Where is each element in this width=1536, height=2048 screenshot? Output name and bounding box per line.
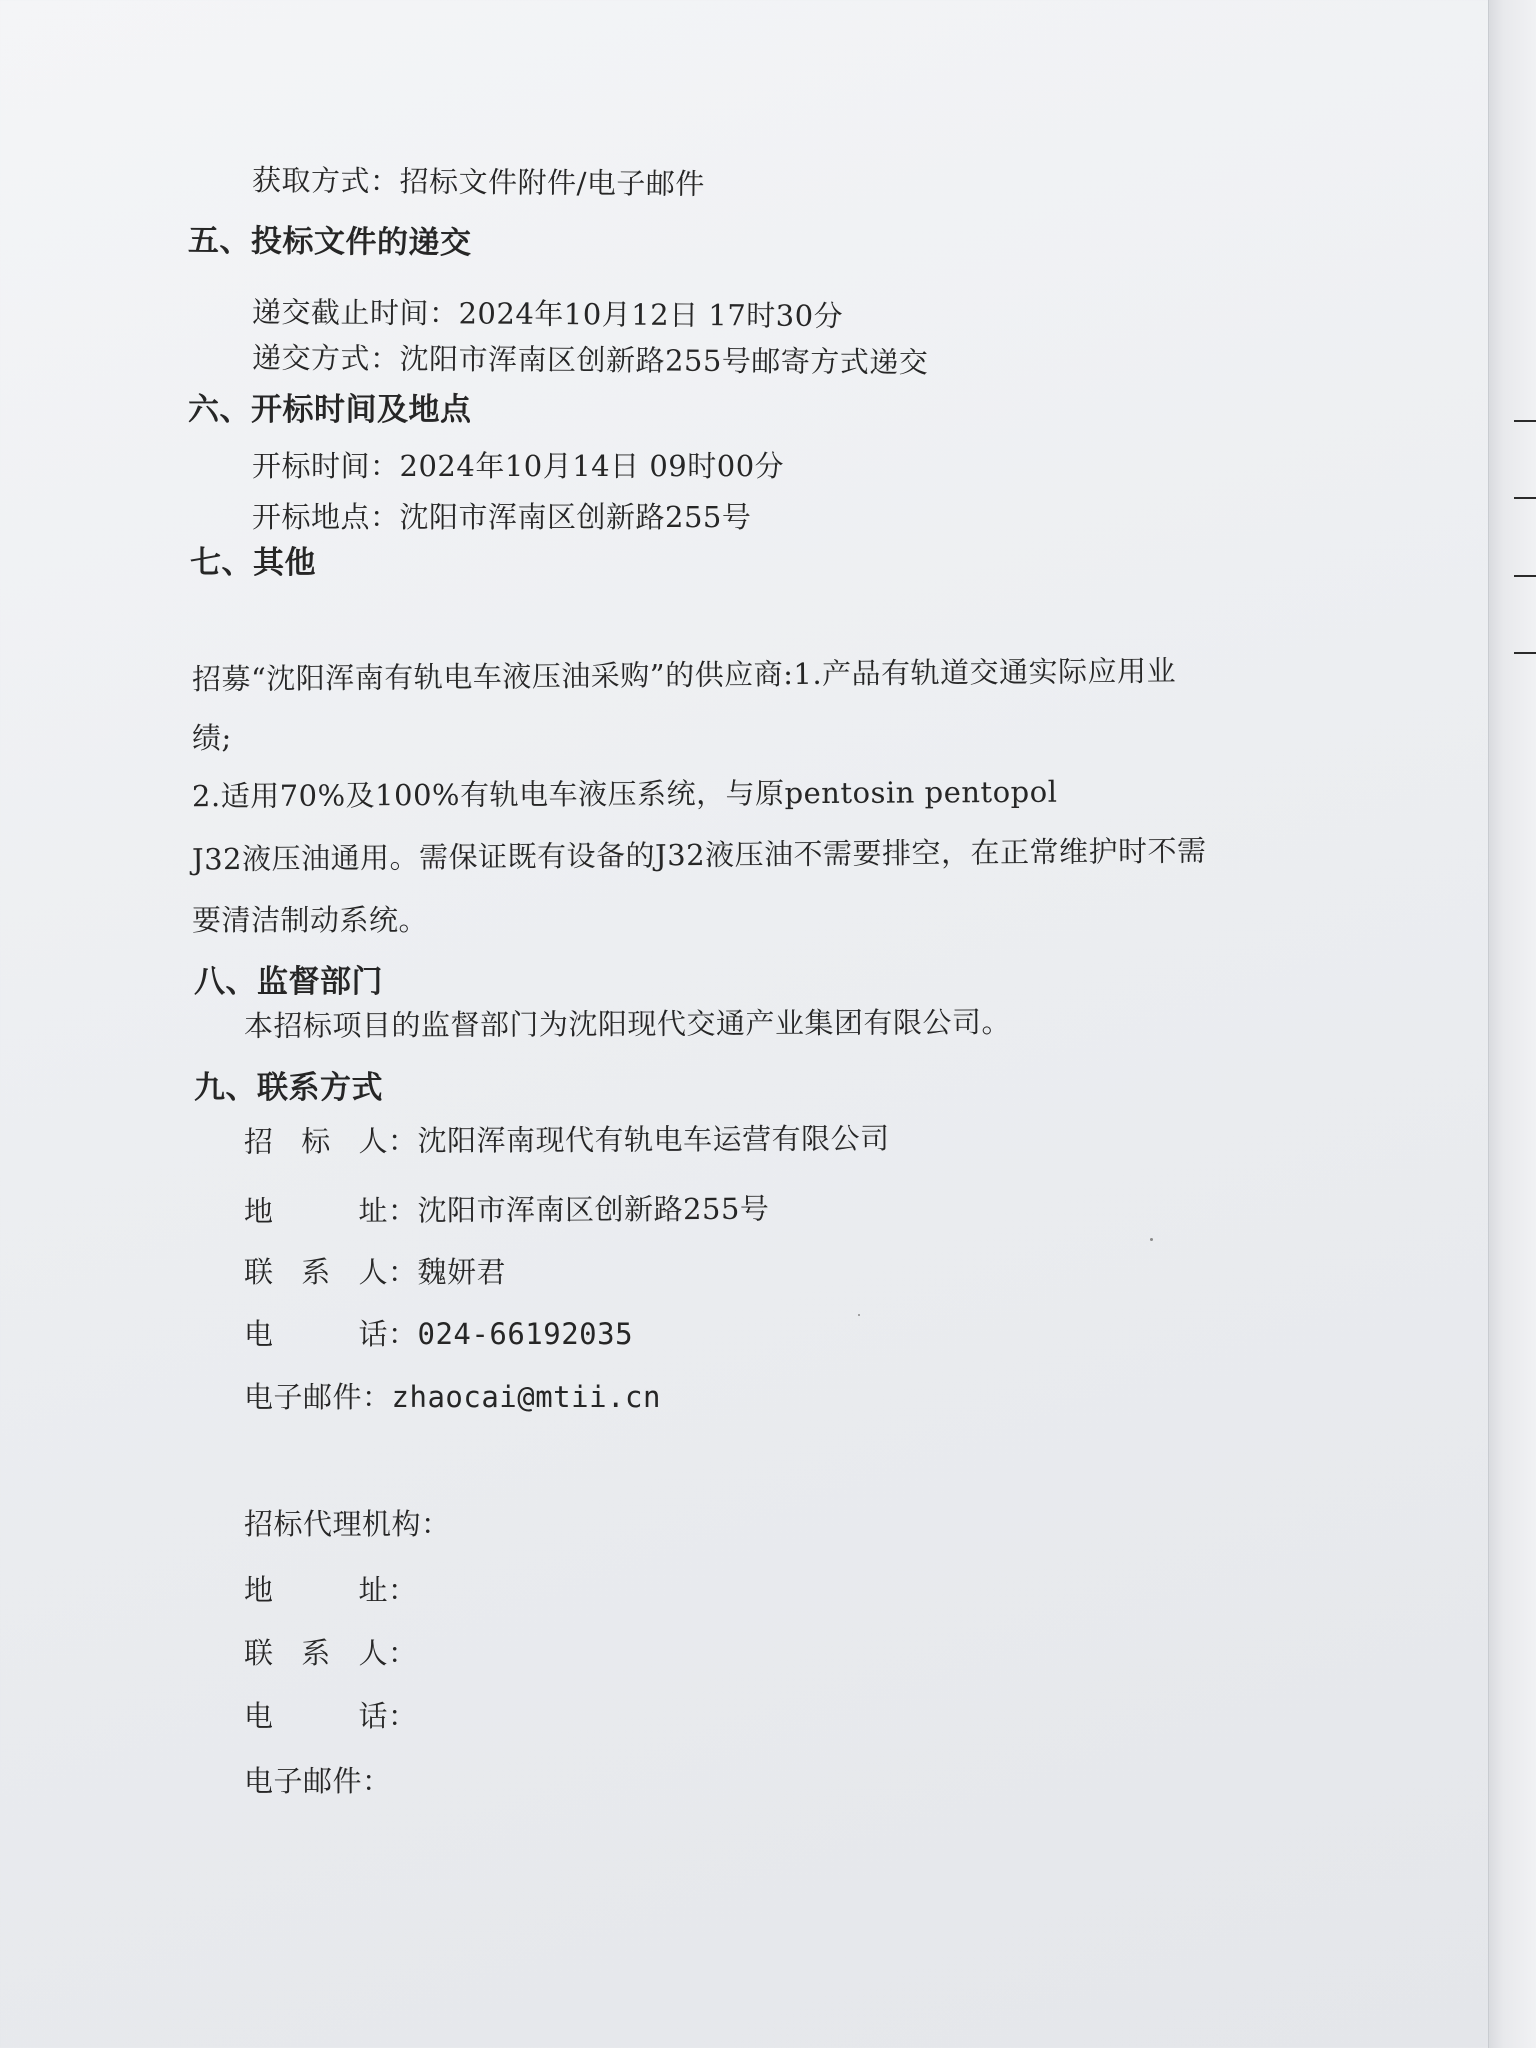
section-5-heading: 五、投标文件的递交: [187, 222, 472, 262]
opening-time-label: 开标时间: [252, 449, 371, 483]
paper-speck: [1150, 1238, 1153, 1241]
phone-label: 电 话: [244, 1317, 388, 1351]
address-label: 地 址: [243, 1193, 389, 1229]
opening-time-value: 2024年10月14日 09时00分: [399, 449, 785, 483]
agency-address-label: 地 址: [244, 1573, 388, 1607]
obtain-method-label: 获取方式: [251, 163, 371, 199]
opening-place-line: 开标地点：沈阳市浑南区创新路255号: [252, 497, 751, 537]
supervision-body: 本招标项目的监督部门为沈阳现代交通产业集团有限公司。: [243, 1004, 1012, 1044]
submission-method-label: 递交方式: [251, 340, 371, 376]
submission-deadline-label: 递交截止时间: [251, 294, 430, 331]
email-value[interactable]: zhaocai@mtii.cn: [391, 1380, 661, 1414]
section-8-heading: 八、监督部门: [194, 964, 383, 1000]
submission-deadline-value: 2024年10月12日 17时30分: [458, 296, 844, 334]
submission-method-line: 递交方式：沈阳市浑南区创新路255号邮寄方式递交: [252, 338, 929, 383]
opening-time-line: 开标时间：2024年10月14日 09时00分: [252, 446, 784, 486]
edge-mark: [1514, 420, 1536, 422]
submission-deadline-line: 递交截止时间：2024年10月12日 17时30分: [252, 292, 843, 336]
other-body-line-5: 要清洁制动系统。: [192, 903, 429, 937]
opening-place-label: 开标地点: [252, 500, 371, 534]
address-value: 沈阳市浑南区创新路255号: [417, 1191, 770, 1228]
contact-tenderer-line: 招 标 人：沈阳浑南现代有轨电车运营有限公司: [244, 1118, 890, 1161]
tenderer-label: 招 标 人: [243, 1123, 389, 1159]
other-body-line-4: J32液压油通用。需保证既有设备的J32液压油不需要排空，在正常维护时不需: [191, 833, 1207, 877]
opening-place-value: 沈阳市浑南区创新路255号: [399, 500, 752, 534]
edge-mark: [1514, 575, 1536, 577]
agency-phone-line: 电 话：: [244, 1696, 418, 1736]
contact-email-line: 电子邮件：zhaocai@mtii.cn: [244, 1377, 661, 1417]
agency-contact-label: 联 系 人: [244, 1636, 389, 1670]
edge-mark: [1514, 652, 1536, 654]
submission-method-value: 沈阳市浑南区创新路255号邮寄方式递交: [399, 341, 929, 380]
phone-value: 024-66192035: [417, 1317, 634, 1351]
agency-email-label: 电子邮件: [244, 1764, 363, 1798]
paper-speck: [858, 1314, 860, 1316]
other-body-line-3: 2.适用70%及100%有轨电车液压系统，与原pentosin pentopol: [191, 774, 1058, 814]
contact-phone-line: 电 话：024-66192035: [244, 1314, 633, 1354]
section-9-heading: 九、联系方式: [194, 1070, 383, 1106]
agency-title-line: 招标代理机构：: [244, 1507, 451, 1541]
other-body-line-1: 招募“沈阳浑南有轨电车液压油采购”的供应商:1.产品有轨道交通实际应用业: [191, 653, 1177, 697]
email-label: 电子邮件: [244, 1380, 363, 1414]
agency-address-line: 地 址：: [244, 1570, 418, 1610]
edge-mark: [1514, 497, 1536, 499]
agency-contact-line: 联 系 人：: [244, 1633, 418, 1673]
agency-email-line: 电子邮件：: [244, 1761, 392, 1801]
contact-person-line: 联 系 人：魏妍君: [244, 1252, 506, 1292]
other-body-line-2: 绩;: [192, 721, 232, 755]
section-6-heading: 六、开标时间及地点: [188, 392, 472, 428]
contact-person-label: 联 系 人: [244, 1255, 389, 1289]
agency-phone-label: 电 话: [244, 1699, 388, 1733]
section-7-heading: 七、其他: [190, 545, 316, 581]
contact-person-value: 魏妍君: [417, 1255, 507, 1289]
adjacent-page-edge: [1488, 0, 1536, 2048]
tenderer-value: 沈阳浑南现代有轨电车运营有限公司: [417, 1121, 890, 1158]
obtain-method-line: 获取方式：招标文件附件/电子邮件: [252, 160, 705, 204]
contact-address-line: 地 址：沈阳市浑南区创新路255号: [244, 1189, 770, 1232]
agency-title: 招标代理机构: [244, 1507, 422, 1541]
obtain-method-value: 招标文件附件/电子邮件: [399, 164, 705, 201]
